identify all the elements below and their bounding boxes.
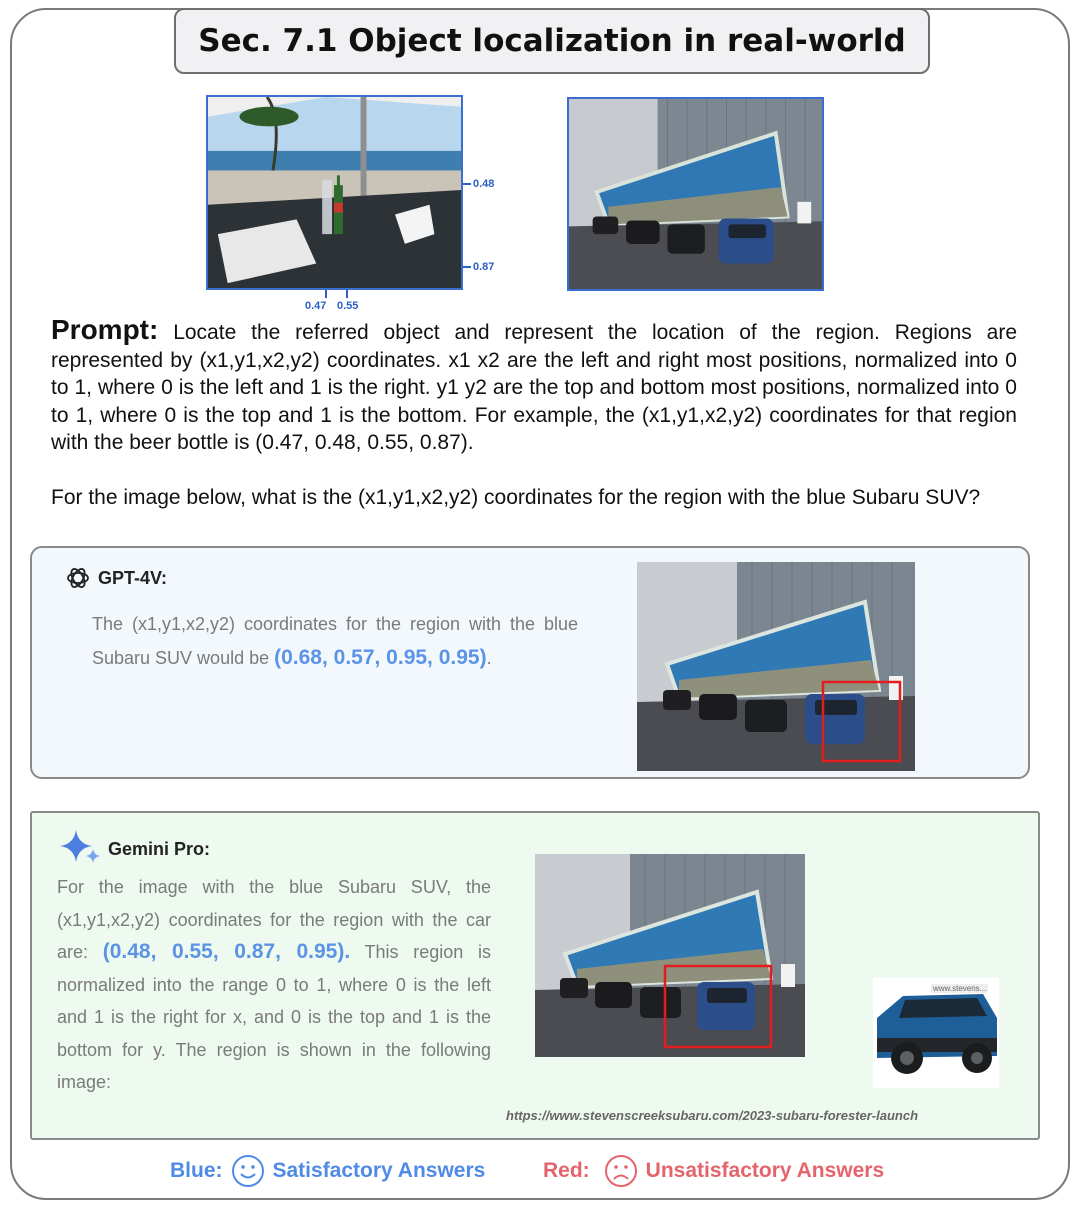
- sad-face-icon: [604, 1154, 638, 1188]
- prompt-label: Prompt:: [51, 314, 159, 345]
- gemini-answer-rest: This region is normalized into the range 0 to 1, where 0 is the left and 1 is the right for x, and 0 is the top and 1 is the bottom for y. The region is shown in the following image:: [57, 942, 491, 1092]
- thumb-watermark: www.stevens...: [933, 984, 987, 993]
- y-tick-048: 0.48: [473, 178, 495, 190]
- legend-satisfactory: [170, 1154, 485, 1188]
- x-tick-047-line: [325, 290, 327, 298]
- beer-bottle-example-image: [206, 95, 463, 290]
- gpt4v-answer-end: .: [486, 648, 492, 668]
- legend-blue-text: Satisfactory Answers: [272, 1159, 486, 1182]
- prompt-question: For the image below, what is the (x1,y1,x2,y2) coordinates for the region with the blue Subaru SUV?: [51, 485, 981, 509]
- gpt4v-name: GPT-4V:: [98, 568, 168, 588]
- prompt-text: Locate the referred object and represent the location of the region. Regions are represented by (x1,y1,x2,y2) coordinates. x1 x2 are the left and right most positions, normalized into 0 to 1, where 0 is the left and 1 is the right. y1 y2 are the top and bottom most positions, normalized into 0 to 1, where 0 is the top and 1 is the bottom. For example, the (x1,y1,x2,y2) coordinates for that region with the beer bottle is (0.47, 0.48, 0.55, 0.87).: [51, 321, 1017, 454]
- gpt4v-answer-text: The (x1,y1,x2,y2) coordinates for the region with the blue Subaru SUV would be: [92, 614, 578, 668]
- y-tick-087-line: [463, 266, 471, 268]
- source-url: https://www.stevenscreeksubaru.com/2023-subaru-forester-launch: [506, 1108, 919, 1123]
- y-tick-048-line: [463, 183, 471, 185]
- gemini-result-image: [535, 854, 805, 1057]
- section-title: Sec. 7.1 Object localization in real-world: [174, 8, 930, 74]
- gemini-answer: [57, 871, 491, 1099]
- gemini-answer-coordinates: (0.48, 0.55, 0.87, 0.95).: [102, 940, 351, 963]
- gpt4v-panel: [30, 546, 1030, 779]
- gemini-panel: [30, 811, 1040, 1140]
- subaru-reference-image: [873, 978, 999, 1088]
- legend-unsatisfactory: [543, 1154, 884, 1188]
- prompt-block: [51, 316, 1017, 511]
- smiley-face-icon: [231, 1154, 265, 1188]
- x-tick-055: 0.55: [337, 300, 359, 312]
- x-tick-055-line: [346, 290, 348, 298]
- legend-red-label: Red:: [543, 1159, 590, 1182]
- openai-logo-icon: [65, 565, 91, 591]
- gemini-sparkle-icon: [60, 828, 102, 864]
- y-tick-087: 0.87: [473, 261, 495, 273]
- gpt4v-answer: [92, 608, 578, 675]
- gemini-answer-text: For the image with the blue Subaru SUV, the (x1,y1,x2,y2) coordinates for the region with the car are:: [57, 877, 491, 962]
- gemini-name: Gemini Pro:: [108, 839, 211, 859]
- subaru-query-image: [567, 97, 824, 291]
- legend-blue-label: Blue:: [170, 1159, 223, 1182]
- legend-red-text: Unsatisfactory Answers: [645, 1159, 885, 1182]
- x-tick-047: 0.47: [305, 300, 327, 312]
- gpt4v-result-image: [637, 562, 915, 771]
- gpt4v-answer-coordinates: (0.68, 0.57, 0.95, 0.95): [274, 646, 487, 669]
